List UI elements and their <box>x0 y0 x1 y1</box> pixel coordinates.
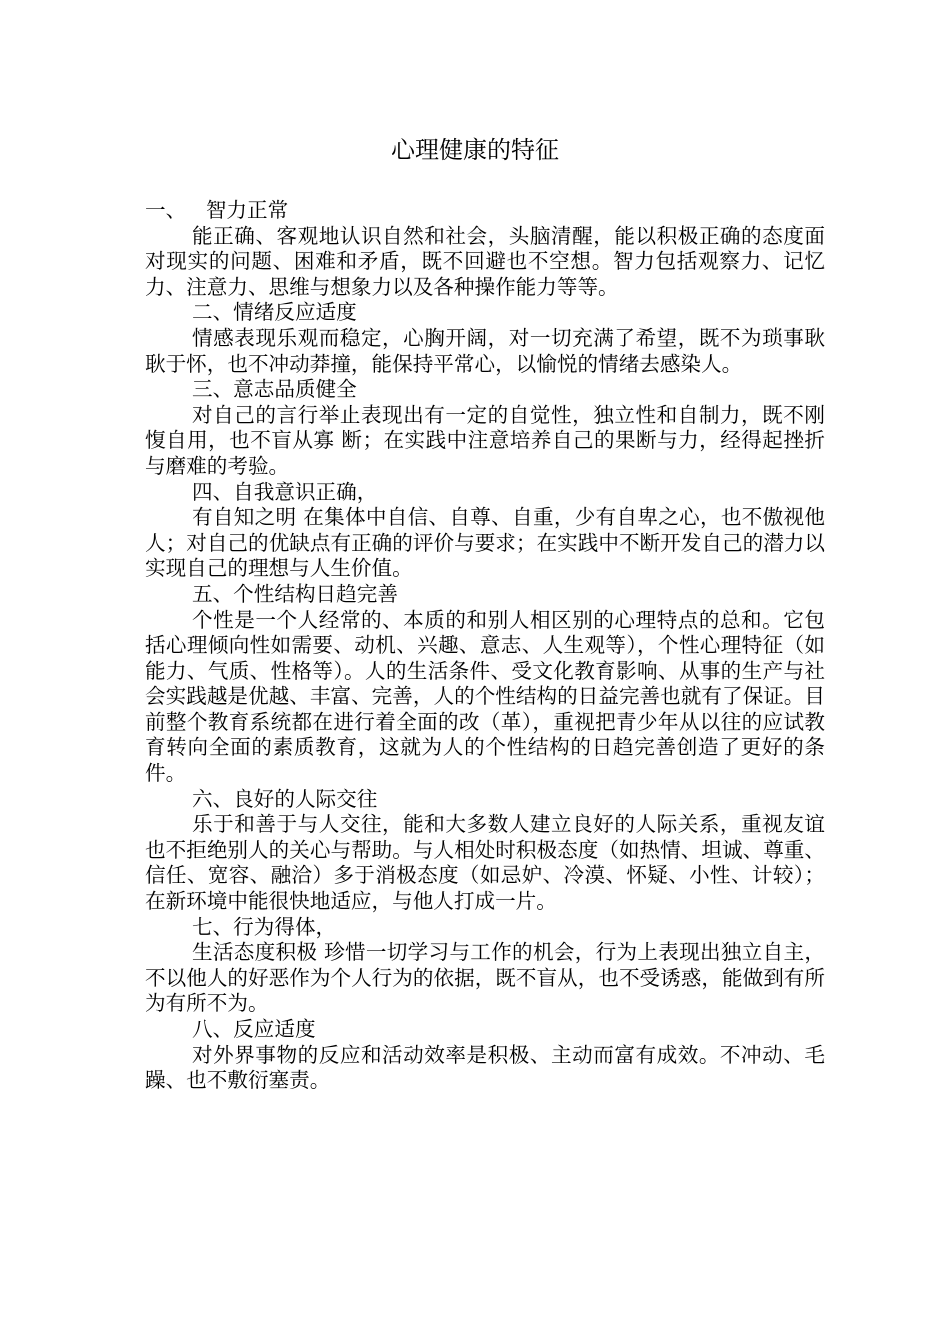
section-heading-5: 五、个性结构日趋完善 <box>192 581 398 606</box>
document-body <box>145 198 825 1094</box>
section-heading-2: 二、情绪反应适度 <box>192 300 357 325</box>
section-body-8: 对外界事物的反应和活动效率是积极、主动而富有成效。不冲动、毛躁、也不敷衍塞责。 <box>145 1042 825 1093</box>
section-body-5: 个性是一个人经常的、本质的和别人相区别的心理特点的总和。它包括心理倾向性如需要、动机、兴趣、意志、人生观等），个性心理特征（如能力、气质、性格等）。人的生活条件、受文化教育影响、从事的生产与社会实践越是优越、丰富、完善，人的个性结构的日益完善也就有了保证。目前整个教育系统都在进行着全面的改（革），重视把青少年从以往的应试教育转向全面的素质教育，这就为人的个性结构的日趋完善创造了更好的条件。 <box>145 607 825 786</box>
section-body-3: 对自己的言行举止表现出有一定的自觉性，独立性和自制力，既不刚愎自用，也不盲从寡 断；在实践中注意培养自己的果断与力，经得起挫折与磨难的考验。 <box>145 402 825 478</box>
section-heading-3: 三、意志品质健全 <box>192 377 357 402</box>
section-body-2: 情感表现乐观而稳定，心胸开阔，对一切充满了希望，既不为琐事耿耿于怀，也不冲动莽撞，能保持平常心，以愉悦的情绪去感染人。 <box>145 325 825 376</box>
section-heading-7: 七、行为得体， <box>192 914 337 939</box>
section-body-1: 能正确、客观地认识自然和社会，头脑清醒，能以积极正确的态度面对现实的问题、困难和矛盾，既不回避也不空想。智力包括观察力、记忆力、注意力、思维与想象力以及各种操作能力等等。 <box>145 223 825 299</box>
section-heading-1: 一、 智力正常 <box>145 198 289 222</box>
section-heading-6: 六、良好的人际交往 <box>192 786 378 811</box>
section-heading-4: 四、自我意识正确， <box>192 479 378 504</box>
section-body-6: 乐于和善于与人交往，能和大多数人建立良好的人际关系，重视友谊也不拒绝别人的关心与帮助。与人相处时积极态度（如热情、坦诚、尊重、信任、宽容、融洽）多于消极态度（如忌妒、冷漠、怀疑、小性、计较）；在新环境中能很快地适应，与他人打成一片。 <box>145 812 825 914</box>
section-body-7: 生活态度积极 珍惜一切学习与工作的机会，行为上表现出独立自主，不以他人的好恶作为个人行为的依据，既不盲从，也不受诱惑，能做到有所为有所不为。 <box>145 940 825 1016</box>
section-body-4: 有自知之明 在集体中自信、自尊、自重，少有自卑之心，也不傲视他人；对自己的优缺点有正确的评价与要求；在实践中不断开发自己的潜力以实现自己的理想与人生价值。 <box>145 505 825 581</box>
document-title: 心理健康的特征 <box>391 136 559 164</box>
section-heading-8: 八、反应适度 <box>192 1017 316 1041</box>
